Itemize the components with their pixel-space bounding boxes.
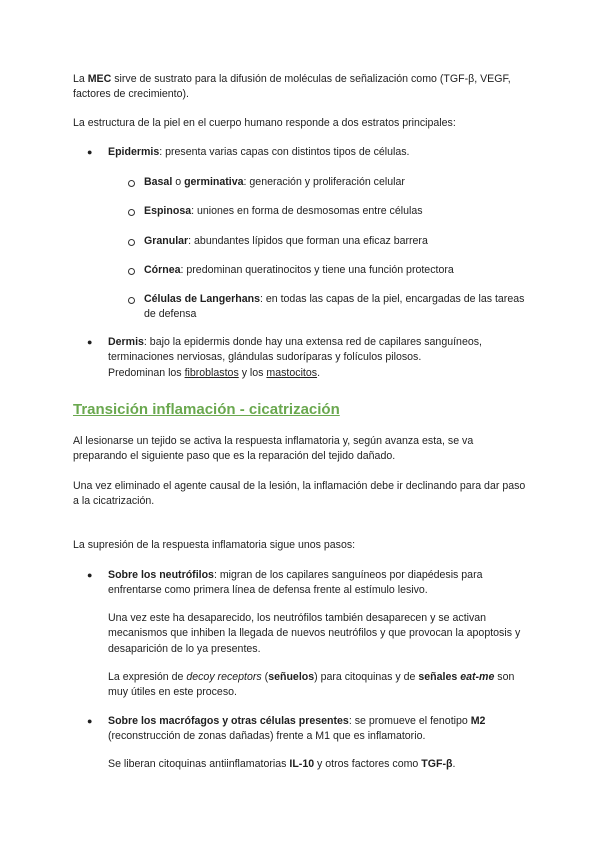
circle-bullet-icon bbox=[128, 175, 137, 181]
bullet-icon: ● bbox=[87, 716, 93, 726]
list-item-espinosa: Espinosa: uniones en forma de desmosomas entre células bbox=[144, 205, 423, 217]
paragraph-neutrofilos-desaparecen: Una vez este ha desaparecido, los neutrófilos también desaparecen y se activan mecanismos que inhiben la llegada de nuevos neutrófilos y que provocan la apoptosis y desaparición de lo ya presentes. bbox=[108, 612, 521, 655]
paragraph-lesion: Al lesionarse un tejido se activa la respuesta inflamatoria y, según avanza esta, se va preparando el siguiente paso que es la reparación del tejido dañado. bbox=[73, 435, 474, 463]
list-item-cornea: Córnea: predominan queratinocitos y tiene una función protectora bbox=[144, 264, 454, 276]
list-item-macrofagos: Sobre los macrófagos y otras células presentes: se promueve el fenotipo M2 (reconstrucción de zonas dañadas) frente a M1 que es inflamatorio. bbox=[108, 715, 486, 743]
circle-bullet-icon bbox=[128, 263, 137, 269]
list-item-dermis: Dermis: bajo la epidermis donde hay una extensa red de capilares sanguíneos, terminaciones nerviosas, glándulas sudoríparas y folículos pilosos. Predominan los fibroblastos y los mastocitos. bbox=[108, 336, 482, 379]
list-item-granular: Granular: abundantes lípidos que forman una eficaz barrera bbox=[144, 235, 428, 247]
paragraph-decoy-receptors: La expresión de decoy receptors (señuelos) para citoquinas y de señales eat-me son muy útiles en este proceso. bbox=[108, 671, 515, 699]
bullet-icon: ● bbox=[87, 337, 93, 347]
list-item-basal: Basal o germinativa: generación y proliferación celular bbox=[144, 176, 405, 188]
paragraph-agente: Una vez eliminado el agente causal de la lesión, la inflamación debe ir declinando para dar paso a la cicatrización. bbox=[73, 480, 526, 508]
paragraph-skin-structure: La estructura de la piel en el cuerpo humano responde a dos estratos principales: bbox=[73, 117, 456, 129]
link-mastocitos[interactable]: mastocitos bbox=[266, 366, 318, 379]
circle-bullet-icon bbox=[128, 204, 137, 210]
circle-bullet-icon bbox=[128, 234, 137, 240]
list-item-epidermis: Epidermis: presenta varias capas con distintos tipos de células. bbox=[108, 146, 410, 158]
list-item-neutrofilos: Sobre los neutrófilos: migran de los capilares sanguíneos por diapédesis para enfrentarse como primera línea de defensa frente al estímulo lesivo. bbox=[108, 569, 483, 597]
paragraph-citoquinas: Se liberan citoquinas antiinflamatorias IL-10 y otros factores como TGF-β. bbox=[108, 758, 456, 770]
paragraph-mec: La MEC sirve de sustrato para la difusión de moléculas de señalización como (TGF-β, VEGF, factores de crecimiento). bbox=[73, 73, 511, 101]
section-heading: Transición inflamación - cicatrización bbox=[73, 401, 340, 418]
bullet-icon: ● bbox=[87, 147, 93, 157]
paragraph-supresion: La supresión de la respuesta inflamatoria sigue unos pasos: bbox=[73, 539, 356, 551]
circle-bullet-icon bbox=[128, 292, 137, 298]
list-item-langerhans: Células de Langerhans: en todas las capas de la piel, encargadas de las tareas de defensa bbox=[144, 293, 525, 321]
bullet-icon: ● bbox=[87, 570, 93, 580]
link-fibroblastos[interactable]: fibroblastos bbox=[184, 366, 239, 379]
